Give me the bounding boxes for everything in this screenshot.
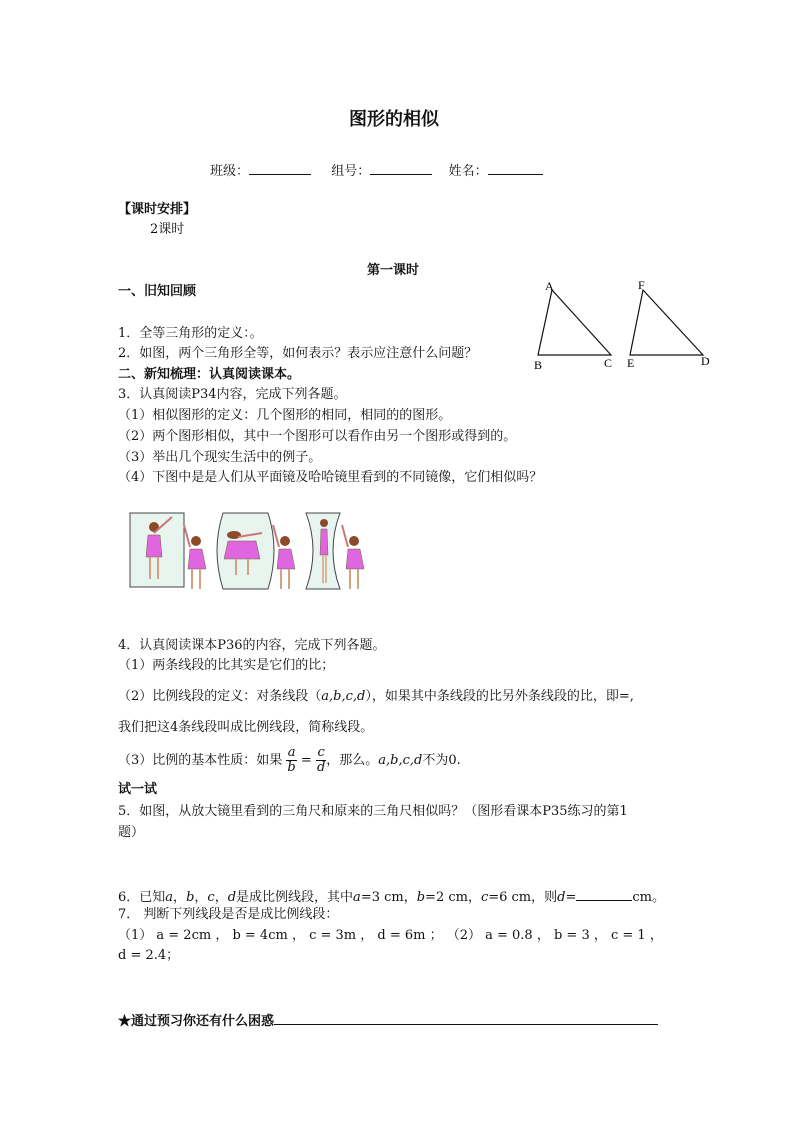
girl-real-2 — [273, 525, 295, 589]
class-blank[interactable] — [249, 160, 311, 175]
group-blank[interactable] — [370, 160, 432, 175]
label-a: A — [545, 279, 554, 293]
question-3: 3．认真阅读P34内容，完成下列各题。 — [118, 387, 347, 402]
name-blank[interactable] — [488, 160, 543, 175]
vars-abcd: a,b,c,d — [321, 689, 366, 704]
name-label: 姓名： — [448, 164, 488, 179]
question-3-4: （4）下图中是是人们从平面镜及哈哈镜里看到的不同镜像，它们相似吗？ — [118, 470, 543, 485]
schedule-value: 2课时 — [150, 222, 185, 237]
schedule-header: 【课时安排】 — [118, 202, 197, 217]
question-7: 7． 判断下列线段是否是成比例线段： — [118, 907, 339, 922]
answer-d-blank[interactable] — [576, 886, 632, 901]
class-label: 班级： — [210, 164, 250, 179]
mirror-images-figure — [128, 505, 373, 600]
congruent-triangles-figure — [525, 275, 725, 375]
girl-real-1 — [184, 525, 206, 589]
question-6: 6．已知a，b，c，d是成比例线段，其中a=3 cm，b=2 cm，c=6 cm，则d= cm。 — [118, 886, 665, 907]
question-4-2: （2）比例线段的定义：对条线段（a,b,c,d），如果其中条线段的比另外条线段的比，即=, — [118, 689, 634, 704]
student-info-line — [210, 160, 543, 181]
label-e: E — [627, 356, 635, 370]
closing-question: ★通过预习你还有什么困惑 — [118, 1010, 658, 1031]
question-1: 1．全等三角形的定义：。 — [118, 326, 263, 341]
label-c: C — [604, 356, 613, 370]
label-b: B — [534, 358, 543, 372]
fraction-c-over-d: $\frac{c}{d}$ — [316, 745, 326, 775]
question-4-2-continued: 我们把这4条线段叫成比例线段，简称线段。 — [118, 720, 374, 735]
question-3-1: （1）相似图形的定义：几个图形的相同，相同的的图形。 — [118, 408, 452, 423]
label-f: F — [638, 278, 645, 292]
question-3-3: （3）举出几个现实生活中的例子。 — [118, 450, 322, 465]
try-heading: 试一试 — [118, 782, 158, 797]
question-5-continued: 题） — [118, 825, 145, 840]
question-5: 5．如图，从放大镜里看到的三角尺和原来的三角尺相似吗？（图形看课本P35练习的第1 — [118, 804, 628, 819]
question-4-1: （1）两条线段的比其实是它们的比； — [118, 658, 335, 673]
question-4-3: （3）比例的基本性质：如果 $\frac{a}{b}$ = $\frac{c}{d}$ ，那么。a,b,c,d不为0. — [118, 745, 461, 775]
question-2: 2．如图，两个三角形全等，如何表示？表示应注意什么问题？ — [118, 346, 478, 361]
question-7-line-2: d = 2.4； — [118, 948, 180, 963]
lesson-heading: 第一课时 — [367, 263, 420, 278]
page-title: 图形的相似 — [349, 109, 439, 130]
question-3-2: （2）两个图形相似，其中一个图形可以看作由另一个图形或得到的。 — [118, 429, 517, 444]
section-new-knowledge: 二、新知梳理：认真阅读课本。 — [118, 367, 301, 382]
question-4: 4．认真阅读课本P36的内容，完成下列各题。 — [118, 638, 386, 653]
closing-blank[interactable] — [274, 1010, 658, 1025]
triangle-fed — [630, 290, 703, 355]
question-7-line-1: （1） a = 2cm ， b = 4cm ， c = 3m ， d = 6m ； （2） a = 0.8 ， b = 3 ， c = 1 ， — [118, 928, 663, 943]
section-review: 一、旧知回顾 — [118, 284, 197, 299]
triangle-abc — [538, 290, 611, 355]
girl-real-3 — [342, 525, 364, 589]
group-label: 组号： — [331, 164, 371, 179]
label-d: D — [701, 354, 710, 368]
fraction-a-over-b: $\frac{a}{b}$ — [287, 745, 296, 775]
